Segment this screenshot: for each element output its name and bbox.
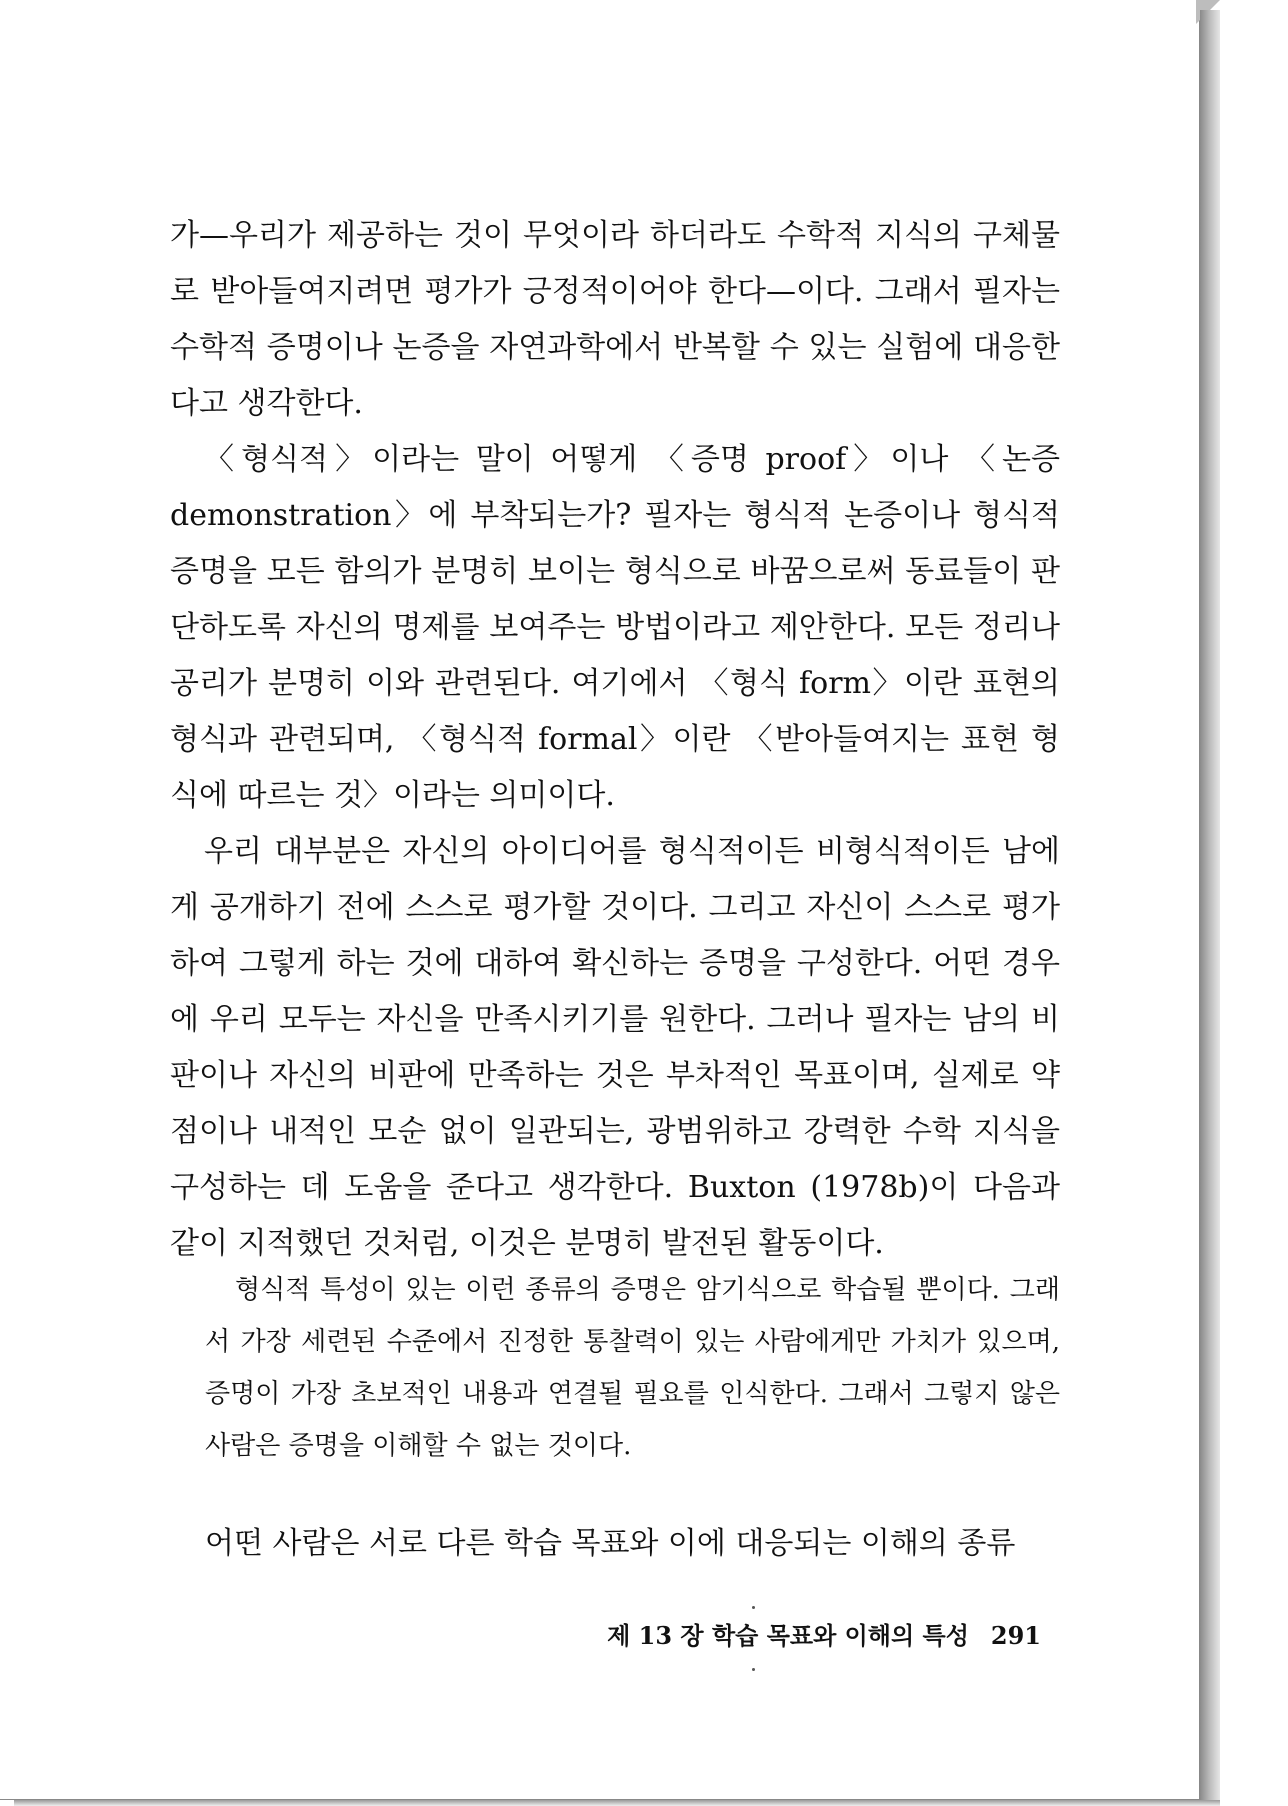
- paragraph-2: 〈형식적〉이라는 말이 어떻게 〈증명 proof〉이나 〈논증 demonstration〉에 부착되는가? 필자는 형식적 논증이나 형식적 증명을 모든 함의가 분명히 보이는 형식으로 바꿈으로써 동료들이 판단하도록 자신의 명제를 보여주는 방법이라고 제안한다. 모든 정리나 공리가 분명히 이와 관련된다. 여기에서 〈형식 form〉이란 표현의 형식과 관련되며, 〈형식적 formal〉이란 〈받아들여지는 표현 형식에 따르는 것〉이라는 의미이다.: [170, 442, 1060, 813]
- scan-speck: [752, 1606, 755, 1609]
- scan-speck: [752, 1668, 755, 1671]
- chapter-title: 제 13 장 학습 목표와 이해의 특성: [607, 1621, 969, 1650]
- block-quote: 형식적 특성이 있는 이런 종류의 증명은 암기식으로 학습될 뿐이다. 그래서 가장 세련된 수준에서 진정한 통찰력이 있는 사람에게만 가치가 있으며, 증명이 가장 초보적인 내용과 연결될 필요를 인식한다. 그래서 그렇지 않은 사람은 증명을 이해할 수 없는 것이다.: [205, 1275, 1060, 1461]
- page-edge-shadow: [1200, 10, 1220, 1802]
- paragraph-1: 가—우리가 제공하는 것이 무엇이라 하더라도 수학적 지식의 구체물로 받아들여지려면 평가가 긍정적이어야 한다—이다. 그래서 필자는 수학적 증명이나 논증을 자연과학에서 반복할 수 있는 실험에 대응한다고 생각한다.: [170, 218, 1060, 421]
- page-bottom-shadow: [14, 1800, 1220, 1806]
- page-number: 291: [990, 1621, 1041, 1650]
- running-footer: [607, 1618, 1041, 1654]
- main-text: [170, 208, 1060, 1272]
- continuing-paragraph: 어떤 사람은 서로 다른 학습 목표와 이에 대응되는 이해의 종류: [205, 1526, 1016, 1561]
- paragraph-3: 우리 대부분은 자신의 아이디어를 형식적이든 비형식적이든 남에게 공개하기 전에 스스로 평가할 것이다. 그리고 자신이 스스로 평가하여 그렇게 하는 것에 대하여 확신하는 증명을 구성한다. 어떤 경우에 우리 모두는 자신을 만족시키기를 원한다. 그러나 필자는 남의 비판이나 자신의 비판에 만족하는 것은 부차적인 목표이며, 실제로 약점이나 내적인 모순 없이 일관되는, 광범위하고 강력한 수학 지식을 구성하는 데 도움을 준다고 생각한다. Buxton (1978b)이 다음과 같이 지적했던 것처럼, 이것은 분명히 발전된 활동이다.: [170, 834, 1060, 1261]
